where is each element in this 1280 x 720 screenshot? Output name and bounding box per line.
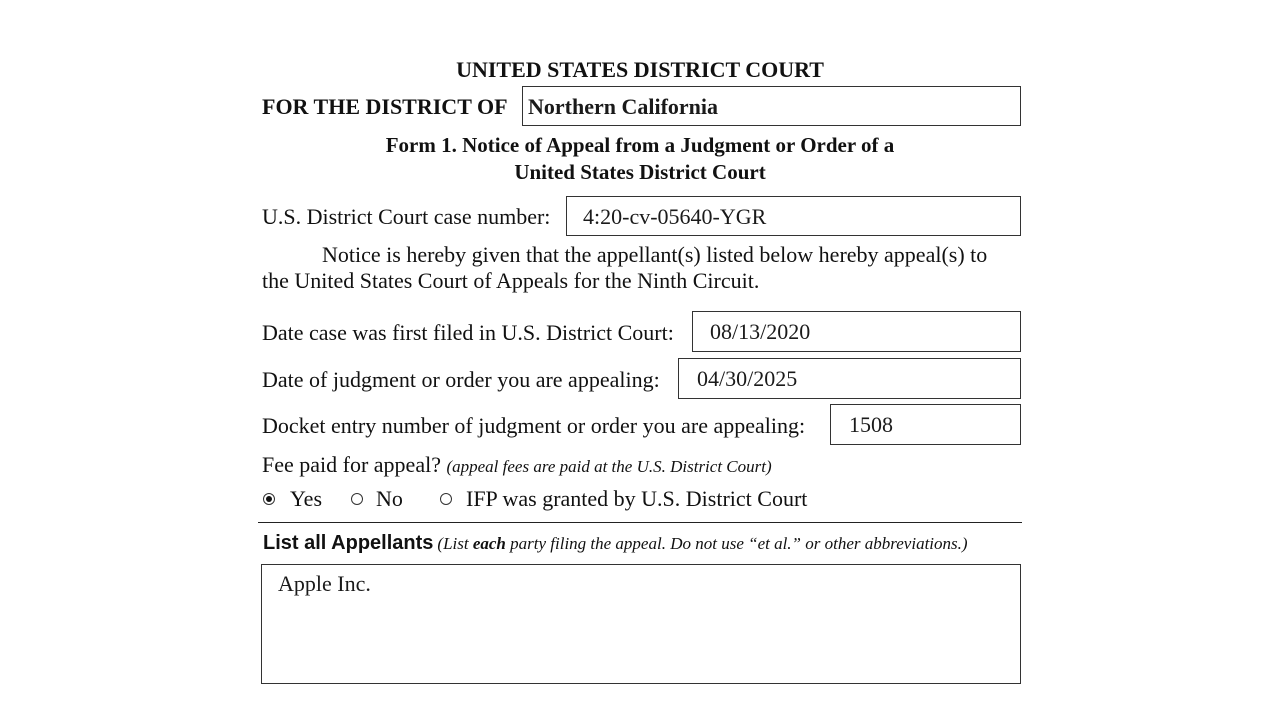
case-number-label: U.S. District Court case number: — [262, 204, 551, 229]
date-judgment-value: 04/30/2025 — [697, 366, 798, 391]
court-heading: UNITED STATES DISTRICT COURT — [456, 57, 824, 82]
section-divider — [258, 522, 1022, 523]
docket-entry-value: 1508 — [849, 412, 893, 437]
appellants-value: Apple Inc. — [278, 571, 371, 596]
fee-yes-label: Yes — [290, 486, 323, 511]
date-filed-value: 08/13/2020 — [710, 319, 811, 344]
form-title-line1: Form 1. Notice of Appeal from a Judgment or Order of a — [385, 133, 895, 157]
appellants-note-open: (List — [437, 534, 473, 553]
fee-no-label: No — [376, 486, 403, 511]
fee-note: (appeal fees are paid at the U.S. District Court) — [446, 457, 772, 476]
docket-entry-label: Docket entry number of judgment or order you are appealing: — [262, 413, 806, 438]
notice-line1: Notice is hereby given that the appellant(s) listed below hereby appeal(s) to — [322, 242, 988, 267]
date-filed-field[interactable] — [692, 311, 1021, 352]
case-number-value: 4:20-cv-05640-YGR — [583, 204, 767, 229]
date-judgment-field[interactable] — [678, 358, 1021, 399]
appellants-heading: List all Appellants — [263, 532, 434, 554]
case-number-field[interactable] — [566, 196, 1021, 236]
appellants-note-emph: each — [472, 534, 506, 553]
notice-line2: the United States Court of Appeals for the Ninth Circuit. — [262, 268, 760, 293]
appellants-note-rest: party filing the appeal. Do not use “et al.” or other abbreviations.) — [505, 534, 968, 553]
date-judgment-label: Date of judgment or order you are appealing: — [262, 367, 660, 392]
appellants-heading-row — [263, 530, 968, 556]
fee-question — [262, 452, 772, 480]
fee-ifp-radio[interactable] — [440, 493, 452, 505]
docket-entry-field[interactable] — [830, 404, 1021, 445]
date-filed-label: Date case was first filed in U.S. District Court: — [262, 320, 674, 345]
fee-ifp-label: IFP was granted by U.S. District Court — [466, 486, 808, 511]
appellants-field[interactable] — [261, 564, 1021, 684]
district-field[interactable] — [522, 86, 1021, 126]
fee-no-radio[interactable] — [351, 493, 363, 505]
district-value: Northern California — [528, 94, 719, 119]
district-label: FOR THE DISTRICT OF — [262, 94, 508, 119]
fee-label: Fee paid for appeal? — [262, 452, 441, 477]
appellants-note — [437, 534, 967, 553]
form-title-line2: United States District Court — [514, 160, 766, 184]
fee-yes-radio[interactable] — [263, 493, 275, 505]
